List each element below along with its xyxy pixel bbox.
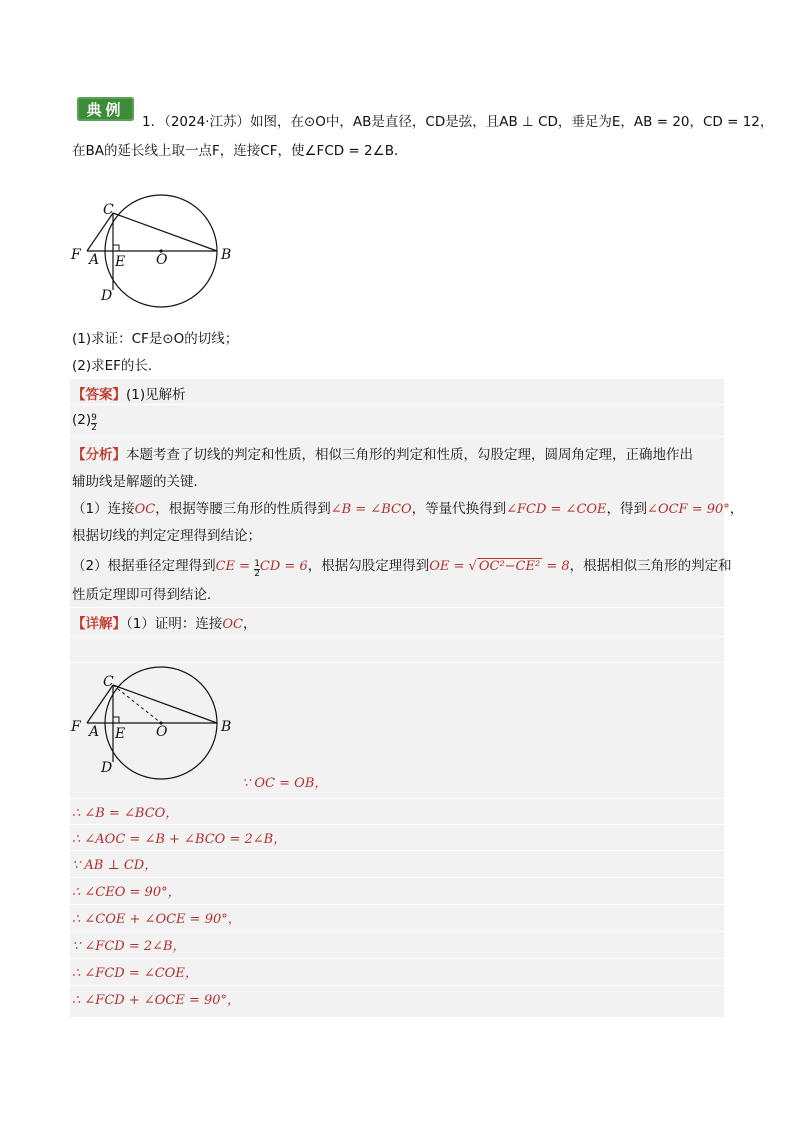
answer-part-2-prefix: (2)	[72, 412, 92, 428]
row-separator	[70, 662, 724, 663]
row-separator	[70, 436, 724, 437]
label-e: E	[115, 726, 126, 742]
proof-step: ∵ AB ⊥ CD，	[72, 858, 158, 873]
detail-intro-text: （1）证明：连接	[126, 616, 223, 632]
analysis-text-1: 本题考查了切线的判定和性质，相似三角形的判定和性质，勾股定理，圆周角定理，正确地作出	[126, 447, 693, 463]
analysis-p1-text: ，根据等腰三角形的性质得到	[155, 501, 331, 517]
analysis-p1-text: ，得到	[606, 501, 648, 517]
analysis-part-1	[72, 497, 743, 517]
problem-line-2: 在BA的延长线上取一点F，连接CF，使∠FCD = 2∠B．	[72, 143, 408, 159]
label-d: D	[101, 760, 113, 776]
answer-part-1: (1)见解析	[126, 387, 186, 403]
fraction-numerator: 1	[254, 559, 260, 569]
analysis-p1-math: OC	[134, 502, 156, 517]
label-b: B	[221, 719, 232, 735]
proof-step: ∴ ∠COE + ∠OCE = 90°，	[72, 912, 241, 927]
detail-line-1	[72, 612, 256, 632]
line-cb	[113, 685, 217, 723]
answer-tag: 【答案】	[72, 387, 126, 403]
answer-denominator: 2	[91, 423, 97, 433]
proof-step: ∴ ∠FCD = ∠COE，	[72, 966, 198, 981]
analysis-p2-text: （2）根据垂径定理得到	[72, 558, 216, 574]
proof-step: ∴ ∠B = ∠BCO，	[72, 806, 179, 821]
row-separator	[70, 877, 724, 878]
label-a: A	[89, 252, 100, 268]
answer-line-1	[72, 383, 186, 403]
proof-step: ∴ ∠CEO = 90°，	[72, 885, 181, 900]
example-badge: 典例	[77, 97, 134, 121]
answer-fraction	[91, 414, 97, 433]
row-separator	[70, 798, 724, 799]
detail-tag: 【详解】	[72, 616, 126, 632]
label-c: C	[103, 674, 114, 690]
proof-step: ∴ ∠FCD + ∠OCE = 90°，	[72, 993, 241, 1008]
label-b: B	[221, 247, 232, 263]
problem-line-1: 1．（2024·江苏）如图，在⊙O中，AB是直径，CD是弦，且AB ⊥ CD，垂足为E，AB = 20，CD = 12，	[142, 114, 774, 130]
analysis-part-2	[72, 554, 732, 579]
row-separator	[70, 985, 724, 986]
right-angle-mark	[113, 717, 119, 723]
analysis-p2-text: ，根据相似三角形的判定和	[569, 558, 732, 574]
sqrt-symbol: √	[468, 559, 477, 574]
geometry-figure-2	[65, 665, 245, 785]
analysis-p2-math: CE =	[215, 559, 255, 574]
question-1: (1)求证：CF是⊙O的切线；	[72, 331, 239, 347]
detail-intro-text: ，	[242, 616, 257, 632]
analysis-p2-math: CD = 6	[259, 559, 308, 574]
analysis-line-1	[72, 443, 693, 463]
proof-step: ∵ OC = OB，	[242, 776, 328, 791]
row-separator	[70, 404, 724, 405]
detail-intro-math: OC	[222, 617, 243, 632]
analysis-p1-math: ∠FCD = ∠COE	[506, 502, 607, 517]
analysis-p2-math: OE =	[429, 559, 469, 574]
sqrt-content: OC²−CE²	[478, 559, 541, 574]
question-2: (2)求EF的长．	[72, 358, 162, 374]
proof-step: ∴ ∠AOC = ∠B + ∠BCO = 2∠B，	[72, 832, 287, 847]
label-d: D	[101, 288, 113, 304]
right-angle-mark	[113, 245, 119, 251]
line-cb	[113, 213, 217, 251]
row-separator	[70, 958, 724, 959]
geometry-figure-1	[65, 190, 245, 310]
label-o: O	[156, 252, 168, 268]
label-o: O	[156, 724, 168, 740]
row-separator	[70, 824, 724, 825]
proof-step: ∵ ∠FCD = 2∠B，	[72, 939, 186, 954]
analysis-p1-text: ，	[729, 501, 744, 517]
label-f: F	[71, 247, 81, 263]
answer-line-2	[72, 412, 97, 433]
fraction-denominator: 2	[254, 569, 260, 579]
label-a: A	[89, 724, 100, 740]
answer-numerator: 9	[91, 413, 97, 423]
label-f: F	[71, 719, 81, 735]
analysis-p1-math: ∠B = ∠BCO	[330, 502, 412, 517]
analysis-line-2: 辅助线是解题的关键．	[72, 474, 207, 490]
label-c: C	[103, 202, 114, 218]
analysis-p2-text: ，根据勾股定理得到	[307, 558, 430, 574]
row-separator	[70, 850, 724, 851]
analysis-p2-math: = 8	[542, 559, 570, 574]
row-separator	[70, 904, 724, 905]
label-e: E	[115, 254, 126, 270]
analysis-p1-text: （1）连接	[72, 501, 135, 517]
analysis-p1-text: ，等量代换得到	[411, 501, 507, 517]
analysis-part-2-line-2: 性质定理即可得到结论．	[72, 587, 221, 603]
analysis-tag: 【分析】	[72, 447, 126, 463]
row-separator	[70, 931, 724, 932]
row-separator	[70, 636, 724, 637]
analysis-p1-math: ∠OCF = 90°	[647, 502, 730, 517]
line-oc-dashed	[113, 685, 161, 723]
line-cf	[87, 685, 113, 723]
row-separator	[70, 607, 724, 608]
line-cf	[87, 213, 113, 251]
analysis-part-1-line-2: 根据切线的判定定理得到结论；	[72, 528, 261, 544]
